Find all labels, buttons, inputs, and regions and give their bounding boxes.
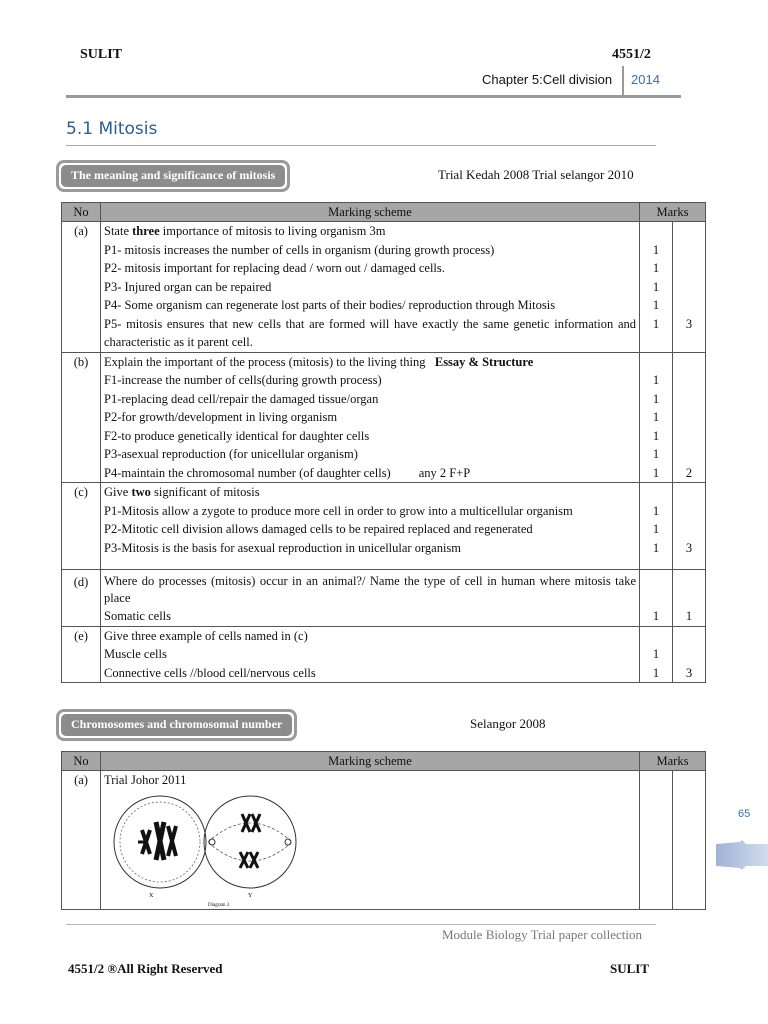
- cell-y-chromosomes: [240, 814, 260, 868]
- scheme-question: Explain the important of the process (mitosis) to the living thing Essay & Structure: [104, 354, 534, 369]
- table-row-c: [62, 483, 706, 570]
- col-marks: Marks: [640, 752, 706, 771]
- table-header-row: [62, 752, 706, 771]
- mitosis-diagram: [104, 794, 304, 900]
- table-header-row: [62, 203, 706, 222]
- cell-y-membrane: [204, 796, 296, 888]
- header-left: SULIT: [80, 47, 123, 62]
- col-scheme: Marking scheme: [101, 752, 640, 771]
- scheme-point: P2- mitosis important for replacing dead / worn out / damaged cells.: [104, 261, 445, 275]
- scheme-answer: Somatic cells: [104, 609, 171, 623]
- header-right: 4551/2: [612, 47, 651, 62]
- row-scheme: [101, 626, 640, 683]
- col-no: No: [62, 752, 101, 771]
- row-scheme: [101, 222, 640, 353]
- footer-right: SULIT: [610, 961, 650, 976]
- row-number: (a): [62, 771, 101, 910]
- centriole: [285, 839, 291, 845]
- marks-col: 1 1 1 1 1: [640, 222, 673, 353]
- exam-reference: Trial Kedah 2008 Trial selangor 2010: [438, 167, 634, 182]
- footer-module: Module Biology Trial paper collection: [442, 927, 643, 942]
- row-scheme: [101, 352, 640, 483]
- table-row-d: [62, 570, 706, 627]
- footer-left: 4551/2 ®All Right Reserved: [68, 961, 223, 976]
- page-number: 65: [738, 808, 751, 820]
- scheme-point: P1-replacing dead cell/repair the damaged tissue/organ: [104, 391, 379, 406]
- table-row-a: [62, 222, 706, 353]
- scheme-point: P3-asexual reproduction (for unicellular organism): [104, 447, 358, 461]
- table-row-a: [62, 771, 706, 910]
- row-scheme: [101, 771, 640, 910]
- scheme-point: P4- Some organism can regenerate lost parts of their bodies/ reproduction through Mitosis: [104, 298, 556, 312]
- footer-rule: [66, 924, 656, 925]
- chapter-title: Chapter 5:Cell division: [482, 72, 613, 87]
- total-col: 1: [673, 570, 706, 627]
- row-scheme: [101, 570, 640, 627]
- row-number: (e): [62, 626, 101, 683]
- scheme-source: Trial Johor 2011: [104, 773, 187, 787]
- scheme-point: P4-maintain the chromosomal number (of daughter cells) any 2 F+P: [104, 465, 471, 480]
- scheme-point: F1-increase the number of cells(during growth process): [104, 373, 382, 387]
- scheme-point: P3- Injured organ can be repaired: [104, 279, 272, 294]
- marks-col: 1 1: [640, 626, 673, 683]
- scheme-question: Give two significant of mitosis: [104, 485, 260, 499]
- row-number: (b): [62, 352, 101, 483]
- header-year: 2014: [631, 72, 660, 87]
- total-col: [673, 771, 706, 910]
- row-number: (d): [62, 570, 101, 627]
- label-y: Y: [248, 892, 253, 899]
- cell-x-chromosomes: [138, 822, 176, 860]
- marks-col: 1: [640, 570, 673, 627]
- scheme-question: Where do processes (mitosis) occur in an animal?/ Name the type of cell in human where mitosis take place: [104, 574, 636, 605]
- marks-col: 1 1 1 1 1 1: [640, 352, 673, 483]
- col-marks: Marks: [640, 203, 706, 222]
- scheme-point: P3-Mitosis is the basis for asexual reproduction in unicellular organism: [104, 540, 462, 555]
- row-number: (a): [62, 222, 101, 353]
- header-separator: [622, 66, 624, 96]
- centriole: [209, 839, 215, 845]
- total-col: 3: [673, 626, 706, 683]
- scheme-point: P5- mitosis ensures that new cells that are formed will have exactly the same genetic information and characteristic as it parent cell.: [104, 316, 636, 349]
- total-col: 3: [673, 483, 706, 570]
- total-col: 3: [673, 222, 706, 353]
- scheme-point: P1- mitosis increases the number of cells in organism (during growth process): [104, 242, 495, 257]
- scheme-question: Give three example of cells named in (c): [104, 628, 308, 643]
- marking-table-1: [61, 202, 706, 683]
- table-row-e: [62, 626, 706, 683]
- marks-col: [640, 771, 673, 910]
- scheme-point: Muscle cells: [104, 647, 167, 661]
- scheme-point: F2-to produce genetically identical for daughter cells: [104, 428, 370, 443]
- topic-pill-label: The meaning and significance of mitosis: [61, 165, 285, 187]
- col-no: No: [62, 203, 101, 222]
- topic-pill-mitosis: [56, 160, 290, 192]
- scheme-point: P2-Mitotic cell division allows damaged cells to be repaired replaced and regenerated: [104, 522, 533, 536]
- marking-table-2: [61, 751, 706, 910]
- diagram-caption: Diagram 3: [208, 903, 230, 908]
- table-row-b: [62, 352, 706, 483]
- scheme-point: Connective cells //blood cell/nervous cells: [104, 665, 316, 680]
- scheme-point: P2-for growth/development in living organism: [104, 410, 338, 424]
- section-title: 5.1 Mitosis: [66, 119, 158, 139]
- exam-reference: Selangor 2008: [470, 716, 546, 731]
- row-scheme: [101, 483, 640, 570]
- col-scheme: Marking scheme: [101, 203, 640, 222]
- total-col: 2: [673, 352, 706, 483]
- row-number: (c): [62, 483, 101, 570]
- scheme-point: P1-Mitosis allow a zygote to produce more cell in order to grow into a multicellular organism: [104, 503, 573, 518]
- section-rule: [66, 145, 656, 146]
- marks-col: 1 1 1: [640, 483, 673, 570]
- page-tab-icon: [716, 840, 768, 870]
- label-x: X: [149, 892, 154, 899]
- scheme-question: State three importance of mitosis to living organism 3m: [104, 224, 386, 238]
- header-rule: [66, 95, 681, 98]
- topic-pill-label: Chromosomes and chromosomal number: [61, 714, 292, 736]
- topic-pill-chromosomes: [56, 709, 297, 741]
